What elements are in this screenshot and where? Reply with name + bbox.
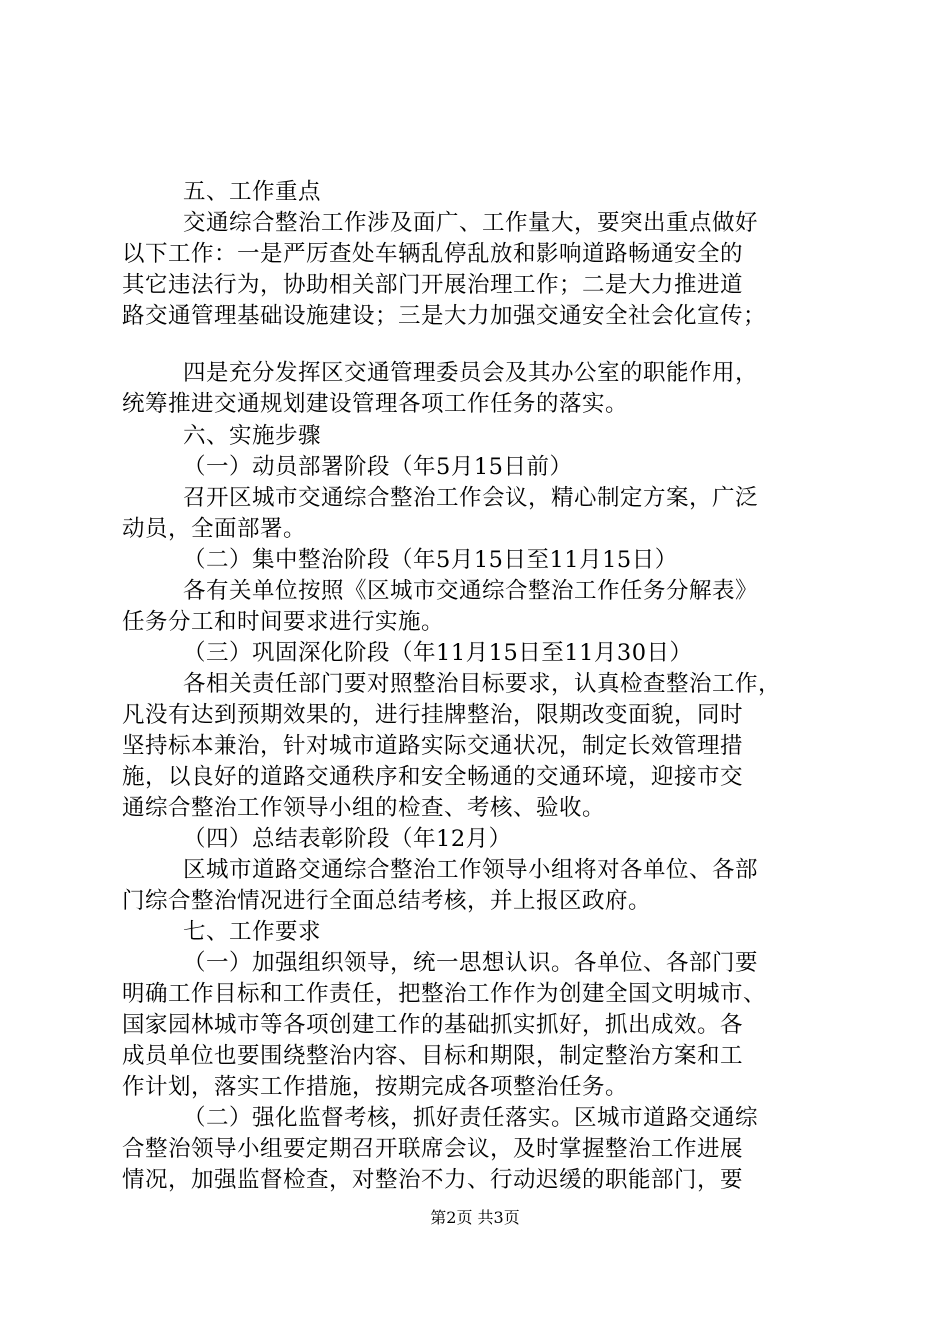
paragraph-line: 作计划，落实工作措施，按期完成各项整治任务。 bbox=[122, 1074, 629, 1100]
paragraph-line: （一）加强组织领导，统一思想认识。各单位、各部门要 bbox=[183, 950, 759, 976]
paragraph-line: 合整治领导小组要定期召开联席会议，及时掌握整治工作进展 bbox=[122, 1136, 744, 1162]
paragraph-line: 成员单位也要围绕整治内容、目标和期限，制定整治方案和工 bbox=[122, 1043, 744, 1069]
paragraph-line: 任务分工和时间要求进行实施。 bbox=[122, 609, 445, 635]
subheading-step-4: （四）总结表彰阶段（年12月） bbox=[183, 826, 512, 852]
page-number-footer: 第2页 共3页 bbox=[430, 1208, 520, 1227]
paragraph-line: 交通综合整治工作涉及面广、工作量大，要突出重点做好 bbox=[183, 210, 759, 236]
paragraph-line: 四是充分发挥区交通管理委员会及其办公室的职能作用， bbox=[183, 360, 759, 386]
paragraph-line: 动员，全面部署。 bbox=[122, 516, 307, 542]
paragraph-line: 明确工作目标和工作责任，把整治工作作为创建全国文明城市、 bbox=[122, 981, 767, 1007]
paragraph-line: 以下工作：一是严厉查处车辆乱停乱放和影响道路畅通安全的 bbox=[122, 241, 744, 267]
subheading-step-2: （二）集中整治阶段（年5月15日至11月15日） bbox=[183, 547, 678, 573]
paragraph-line: 区城市道路交通综合整治工作领导小组将对各单位、各部 bbox=[183, 857, 759, 883]
paragraph-line: 其它违法行为，协助相关部门开展治理工作；二是大力推进道 bbox=[122, 272, 744, 298]
paragraph-line: 坚持标本兼治，针对城市道路实际交通状况，制定长效管理措 bbox=[122, 733, 744, 759]
paragraph-line: 召开区城市交通综合整治工作会议，精心制定方案，广泛 bbox=[183, 485, 759, 511]
paragraph-line: 施，以良好的道路交通秩序和安全畅通的交通环境，迎接市交 bbox=[122, 764, 744, 790]
paragraph-line: 统筹推进交通规划建设管理各项工作任务的落实。 bbox=[122, 391, 629, 417]
section-heading-5: 五、工作重点 bbox=[183, 179, 322, 205]
paragraph-line: 各相关责任部门要对照整治目标要求，认真检查整治工作， bbox=[183, 671, 782, 697]
paragraph-line: 门综合整治情况进行全面总结考核，并上报区政府。 bbox=[122, 888, 652, 914]
paragraph-line: 情况，加强监督检查，对整治不力、行动迟缓的职能部门，要 bbox=[122, 1167, 744, 1193]
section-heading-6: 六、实施步骤 bbox=[183, 423, 322, 449]
subheading-step-1: （一）动员部署阶段（年5月15日前） bbox=[183, 454, 573, 480]
section-heading-7: 七、工作要求 bbox=[183, 919, 322, 945]
paragraph-line: （二）强化监督考核，抓好责任落实。区城市道路交通综 bbox=[183, 1105, 759, 1131]
paragraph-line: 通综合整治工作领导小组的检查、考核、验收。 bbox=[122, 795, 606, 821]
paragraph-line: 路交通管理基础设施建设；三是大力加强交通安全社会化宣传； bbox=[122, 303, 767, 329]
paragraph-line: 凡没有达到预期效果的，进行挂牌整治，限期改变面貌，同时 bbox=[122, 702, 744, 728]
paragraph-line: 各有关单位按照《区城市交通综合整治工作任务分解表》 bbox=[183, 578, 759, 604]
paragraph-line: 国家园林城市等各项创建工作的基础抓实抓好，抓出成效。各 bbox=[122, 1012, 744, 1038]
subheading-step-3: （三）巩固深化阶段（年11月15日至11月30日） bbox=[183, 640, 693, 666]
